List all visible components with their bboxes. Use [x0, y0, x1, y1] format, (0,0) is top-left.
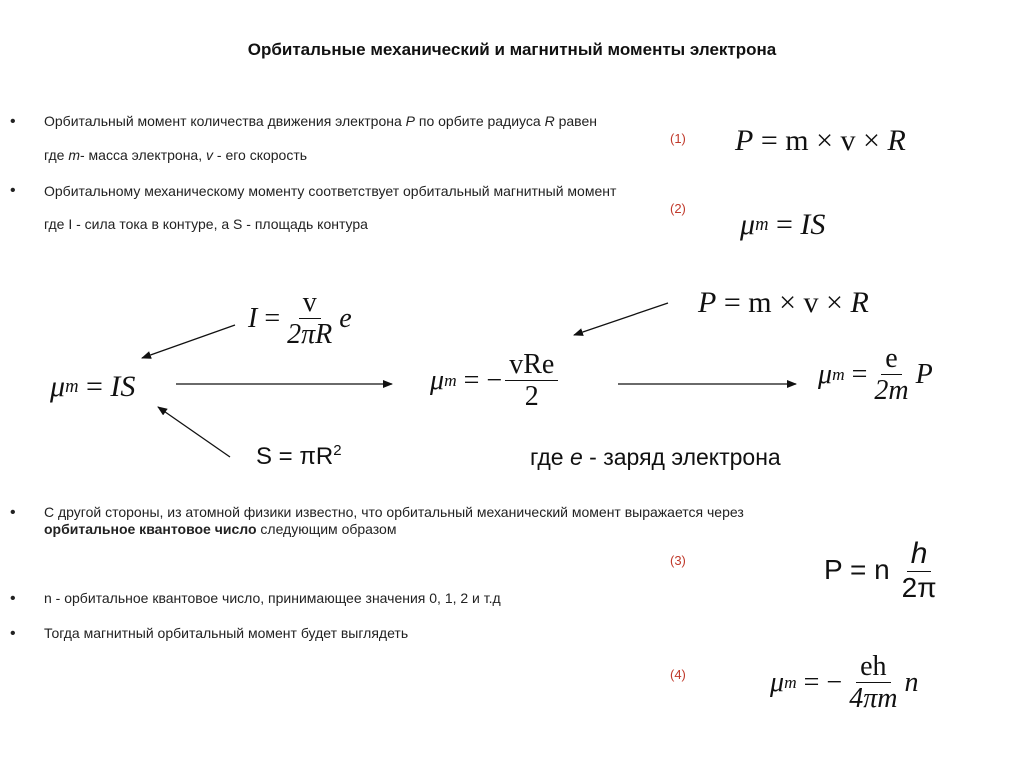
bullet-text-1: Орбитальный момент количества движения электрона P по орбите радиуса R равен: [44, 113, 597, 129]
bullet-text-3-line2: орбитальное квантовое число следующим образом: [44, 521, 397, 537]
bullet-marker: •: [10, 590, 16, 607]
bullet-text-1-line2: где m- масса электрона, v - его скорость: [44, 147, 308, 163]
bullet-marker: •: [10, 504, 16, 521]
magnetic-moment-mid: μ m = − $\frac{\text{vRe}}{2}$: [430, 350, 561, 412]
equation-number-2: (2): [670, 201, 686, 216]
equation-number-4: (4): [670, 667, 686, 682]
charge-note: где е - заряд электрона: [530, 444, 781, 470]
bullet-marker: •: [10, 113, 16, 130]
bullet-text-3: С другой стороны, из атомной физики известно, что орбитальный механический момент выражается через: [44, 504, 744, 520]
arrow-current-to-mu: [142, 325, 235, 358]
bullet-marker: •: [10, 182, 16, 199]
bullet-text-2-line2: где I - сила тока в контуре, а S - площадь контура: [44, 216, 368, 232]
bullet-marker: •: [10, 625, 16, 642]
equation-3: P = n $\frac{h}{2\pi}$: [824, 537, 937, 603]
current-formula: I = $\frac{v}{2\pi R}$ e: [248, 287, 352, 351]
bullet-text-2: Орбитальному механическому моменту соответствует орбитальный магнитный момент: [44, 183, 617, 199]
arrow-momentum-to-mid: [574, 303, 668, 335]
equation-number-3: (3): [670, 553, 686, 568]
area-formula: $S = \pi R^2$: [256, 442, 342, 470]
magnetic-moment-is: μ m = IS: [50, 370, 136, 403]
equation-1: P = m × v × R: [735, 124, 906, 157]
equation-2: μ m = IS: [740, 208, 826, 241]
equation-number-1: (1): [670, 131, 686, 146]
page-title: Орбитальные механический и магнитный моменты электрона: [247, 40, 777, 59]
bullet-text-5: Тогда магнитный орбитальный момент будет выглядеть: [44, 625, 409, 641]
magnetic-moment-right: μ m = $\frac{e}{2m}$ P: [818, 343, 933, 407]
momentum-formula: P = m × v × R: [698, 286, 869, 319]
equation-4: μ m = − $\frac{eh}{4\pi m}$ n: [770, 651, 919, 715]
bullet-text-4: n - орбитальное квантовое число, принимающее значения 0, 1, 2 и т.д: [44, 590, 501, 606]
arrow-area-to-mu: [158, 407, 230, 457]
